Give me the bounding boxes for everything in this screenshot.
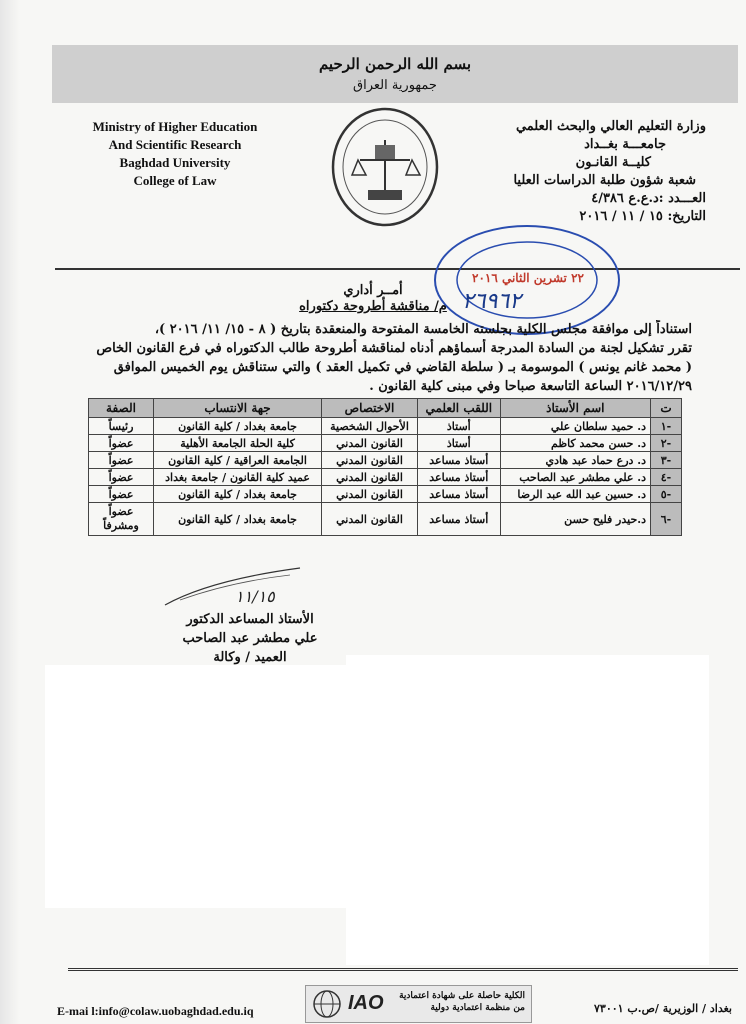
col-number: ت <box>651 399 682 418</box>
footer-address: بغداد / الوزيرية /ص.ب ٧٣٠٠١ <box>594 1002 732 1015</box>
table-row: -١ د. حميد سلطان علي أستاذ الأحوال الشخصية جامعة بغداد / كلية القانون رئيساً <box>89 418 682 435</box>
signer-position: العميد / وكالة <box>213 650 287 665</box>
arabic-letterhead <box>466 118 706 226</box>
signature-block <box>150 610 350 667</box>
order-subject: م/ مناقشة أطروحة دكتوراه <box>299 299 447 314</box>
stamp-date: ٢٢ تشرين الثاني ٢٠١٦ <box>472 271 584 285</box>
table-row: -٦ د.حيدر فليح حسن أستاذ مساعد القانون المدني جامعة بغداد / كلية القانون عضواً ومشرفاً <box>89 503 682 536</box>
table-header-row <box>89 399 682 418</box>
iao-logo: IAO <box>348 992 384 1014</box>
english-letterhead <box>80 118 270 190</box>
iao-text: الكلية حاصلة على شهادة اعتمادية من منظمة اعتمادية دولية <box>399 991 525 1013</box>
redaction-box <box>346 655 709 665</box>
iao-accreditation <box>305 985 532 1023</box>
body-line: تقرر تشكيل لجنة من السادة المدرجة أسماؤهم أدناه لمناقشة أطروحة طالب الدكتوراه في فرع القانون الخاص <box>96 341 692 356</box>
col-specialty: الاختصاص <box>322 399 418 418</box>
reference-number: العـــدد :د.ع.ع ٤/٣٨٦ <box>591 191 706 206</box>
signer-title: الأستاذ المساعد الدكتور <box>186 612 314 627</box>
body-line: ٢٠١٦/١٢/٢٩ الساعة التاسعة صباحا وفي مبنى كلية القانون . <box>369 379 692 394</box>
table-row: -٣ د. درع حماد عبد هادي أستاذ مساعد القانون المدني الجامعة العراقية / كلية القانون عضواً <box>89 452 682 469</box>
scan-edge <box>0 0 20 1024</box>
redaction-box <box>45 665 709 908</box>
stamp-number: ٢٦٩٦٢ <box>462 288 522 313</box>
col-affiliation: جهة الانتساب <box>154 399 322 418</box>
footer-email: E-mai l:info@colaw.uobaghdad.edu.iq <box>57 1004 254 1018</box>
body-line: ( محمد غانم يونس ) الموسومة بـ ( سلطة القاضي في تكميل العقد ) والتي ستناقش يوم الخميس الموافق <box>113 360 692 375</box>
signer-name: علي مطشر عبد الصاحب <box>182 631 318 646</box>
document-date: التاريخ: ١٥ / ١١ / ٢٠١٦ <box>579 209 706 224</box>
committee-table <box>88 398 682 536</box>
table-row: -٤ د. علي مطشر عبد الصاحب أستاذ مساعد القانون المدني عميد كلية القانون / جامعة بغداد عضواً <box>89 469 682 486</box>
order-body <box>60 320 692 396</box>
university-seal-icon <box>330 105 440 235</box>
ministry-line: Ministry of Higher Education <box>92 119 258 134</box>
basmala: بسم الله الرحمن الرحيم <box>318 55 472 73</box>
body-line: استناداً إلى موافقة مجلس الكلية بجلسته الخامسة المفتوحة والمنعقدة بتاريخ ( ٨ - ١٥/ ١١/ ٢٠١٦ )، <box>154 322 692 337</box>
col-role: الصفة <box>89 399 154 418</box>
footer-divider <box>68 968 738 971</box>
university-arabic: جامعـــة بغــداد <box>584 137 666 152</box>
republic-of-iraq: جمهورية العراق <box>353 78 437 93</box>
redaction-box <box>346 908 709 965</box>
ministry-arabic: وزارة التعليم العالي والبحث العلمي <box>515 119 706 134</box>
header-band <box>52 45 738 103</box>
research-line: And Scientific Research <box>108 137 242 152</box>
col-title: اللقب العلمي <box>417 399 500 418</box>
signature-scribble-icon <box>160 560 310 610</box>
university-line: Baghdad University <box>119 155 231 170</box>
college-arabic: كليــة القانـون <box>575 155 651 170</box>
handwritten-date: ١١/١٥ <box>235 587 275 606</box>
table-row: -٥ د. حسين عبد الله عبد الرضا أستاذ مساعد القانون المدني جامعة بغداد / كلية القانون عضواً <box>89 486 682 503</box>
header-divider <box>55 268 740 270</box>
globe-icon <box>312 989 342 1019</box>
department-arabic: شعبة شؤون طلبة الدراسات العليا <box>513 173 696 188</box>
college-line: College of Law <box>133 173 217 188</box>
table-row: -٢ د. حسن محمد كاظم أستاذ القانون المدني كلية الحلة الجامعة الأهلية عضواً <box>89 435 682 452</box>
order-title: أمــر أداري <box>343 283 403 298</box>
col-name: اسم الأستاذ <box>500 399 650 418</box>
